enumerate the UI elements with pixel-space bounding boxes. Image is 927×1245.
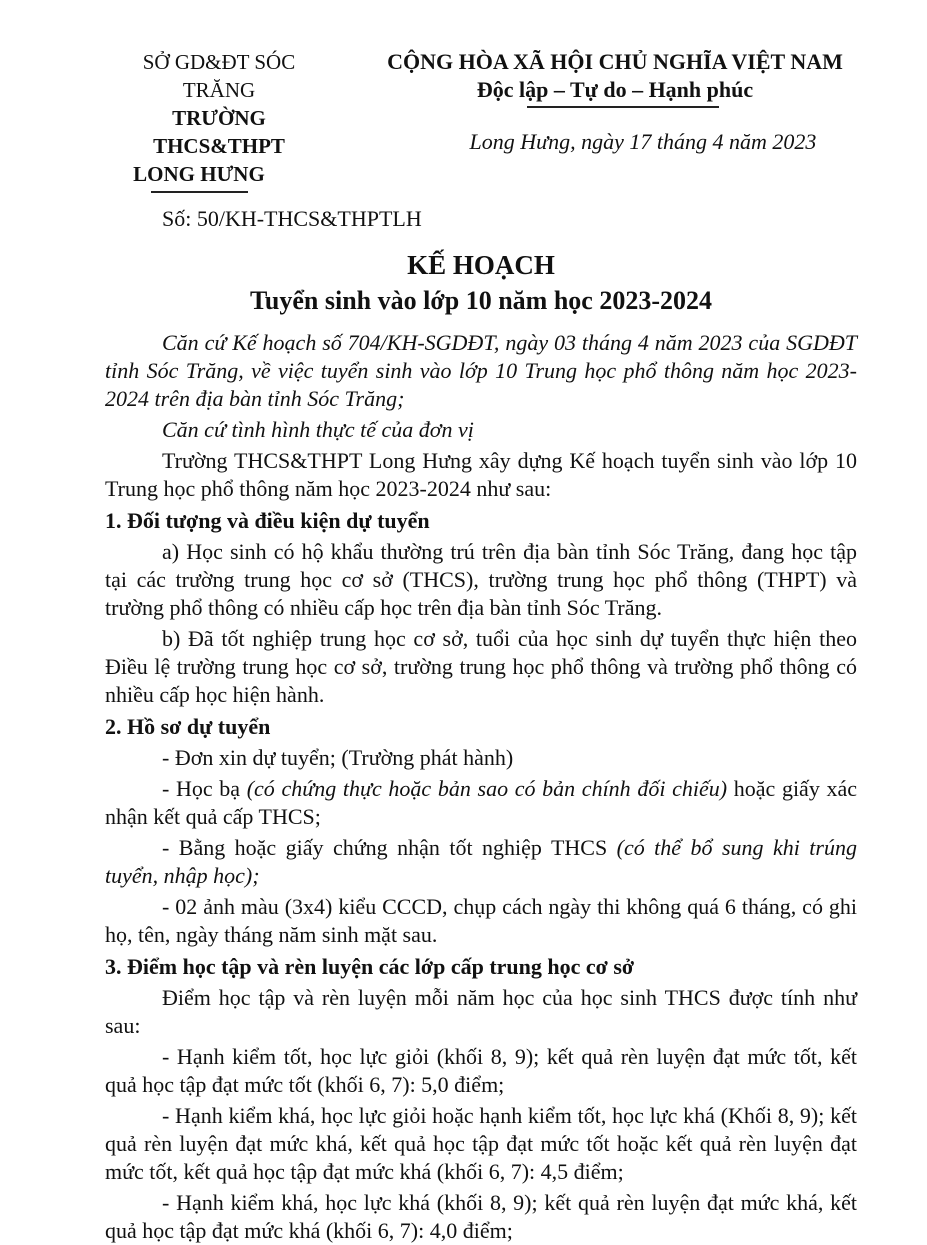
national-title: CỘNG HÒA XÃ HỘI CHỦ NGHĨA VIỆT NAM: [387, 49, 843, 74]
section-1-heading: 1. Đối tượng và điều kiện dự tuyển: [105, 508, 430, 533]
national-header-block: [385, 48, 845, 156]
section-3-heading: 3. Điểm học tập và rèn luyện các lớp cấp trung học cơ sở: [105, 954, 635, 979]
document-title: KẾ HOẠCH: [407, 250, 555, 280]
org-name-school-location: LONG HƯNG: [133, 162, 265, 186]
document-body: [105, 329, 857, 1245]
section-1-item-b: b) Đã tốt nghiệp trung học cơ sở, tuổi của học sinh dự tuyển thực hiện theo Điều lệ trường trung học cơ sở, trường trung học phổ thông và trường phổ thông có nhiều cấp học hiện hành.: [105, 626, 857, 707]
title-block: [105, 247, 857, 319]
section-2-item-3-note: (có thể bổ sung khi trúng tuyển, nhập học);: [105, 835, 857, 888]
section-2-item-2: [105, 775, 857, 831]
section-2-item-3-pre: - Bằng hoặc giấy chứng nhận tốt nghiệp THCS: [162, 835, 617, 860]
section-3-item-3: - Hạnh kiểm khá, học lực khá (khối 8, 9); kết quả rèn luyện đạt mức khá, kết quả học tập đạt mức khá (khối 6, 7): 4,0 điểm;: [105, 1190, 857, 1243]
section-2-item-2-post: hoặc giấy xác nhận kết quả cấp THCS;: [105, 776, 858, 829]
org-underline-rule: [151, 191, 248, 193]
preamble-paragraph-2: Căn cứ tình hình thực tế của đơn vị: [162, 417, 474, 442]
document-header: [105, 48, 857, 193]
section-2-item-1: - Đơn xin dự tuyển; (Trường phát hành): [162, 745, 514, 770]
section-3-intro: Điểm học tập và rèn luyện mỗi năm học của học sinh THCS được tính như sau:: [105, 985, 857, 1038]
place-date-line: Long Hưng, ngày 17 tháng 4 năm 2023: [469, 129, 817, 154]
section-3-item-2: - Hạnh kiểm khá, học lực giỏi hoặc hạnh kiểm tốt, học lực khá (Khối 8, 9); kết quả rèn luyện đạt mức khá, kết quả học tập đạt mức tốt hoặc kết quả rèn luyện đạt mức tốt, kết quả học tập đạt mức khá (khối 6, 7): 4,5 điểm;: [105, 1103, 857, 1184]
section-2-item-2-note: (có chứng thực hoặc bản sao có bản chính đối chiếu): [246, 776, 728, 801]
intro-paragraph: Trường THCS&THPT Long Hưng xây dựng Kế hoạch tuyển sinh vào lớp 10 Trung học phổ thông năm học 2023-2024 như sau:: [105, 448, 857, 501]
section-2-item-4: - 02 ảnh màu (3x4) kiểu CCCD, chụp cách ngày thi không quá 6 tháng, có ghi họ, tên, ngày tháng năm sinh mặt sau.: [105, 894, 857, 947]
section-3-item-1: - Hạnh kiểm tốt, học lực giỏi (khối 8, 9); kết quả rèn luyện đạt mức tốt, kết quả học tập đạt mức tốt (khối 6, 7): 5,0 điểm;: [105, 1044, 857, 1097]
national-motto: Độc lập – Tự do – Hạnh phúc: [476, 77, 754, 102]
section-1-item-a: a) Học sinh có hộ khẩu thường trú trên địa bàn tỉnh Sóc Trăng, đang học tập tại các trường trung học cơ sở (THCS), trường trung học phổ thông (THPT) và trường phổ thông có nhiều cấp học trên địa bàn tỉnh Sóc Trăng.: [105, 539, 857, 620]
section-2-heading: 2. Hồ sơ dự tuyển: [105, 714, 271, 739]
org-name-department: SỞ GD&ĐT SÓC TRĂNG: [142, 50, 296, 102]
section-2-item-2-pre: - Học bạ: [162, 776, 247, 801]
preamble-paragraph-1: Căn cứ Kế hoạch số 704/KH-SGDĐT, ngày 03 tháng 4 năm 2023 của SGDĐT tỉnh Sóc Trăng, về việc tuyển sinh vào lớp 10 Trung học phổ thông năm học 2023-2024 trên địa bàn tỉnh Sóc Trăng;: [105, 330, 857, 411]
issuing-org-block: [105, 48, 333, 193]
org-name-school: TRƯỜNG THCS&THPT: [153, 106, 285, 158]
motto-underline-rule: [527, 106, 719, 108]
document-subtitle: Tuyển sinh vào lớp 10 năm học 2023-2024: [249, 286, 713, 315]
section-2-item-3: [105, 834, 857, 890]
document-number: Số: 50/KH-THCS&THPTLH: [162, 206, 422, 231]
